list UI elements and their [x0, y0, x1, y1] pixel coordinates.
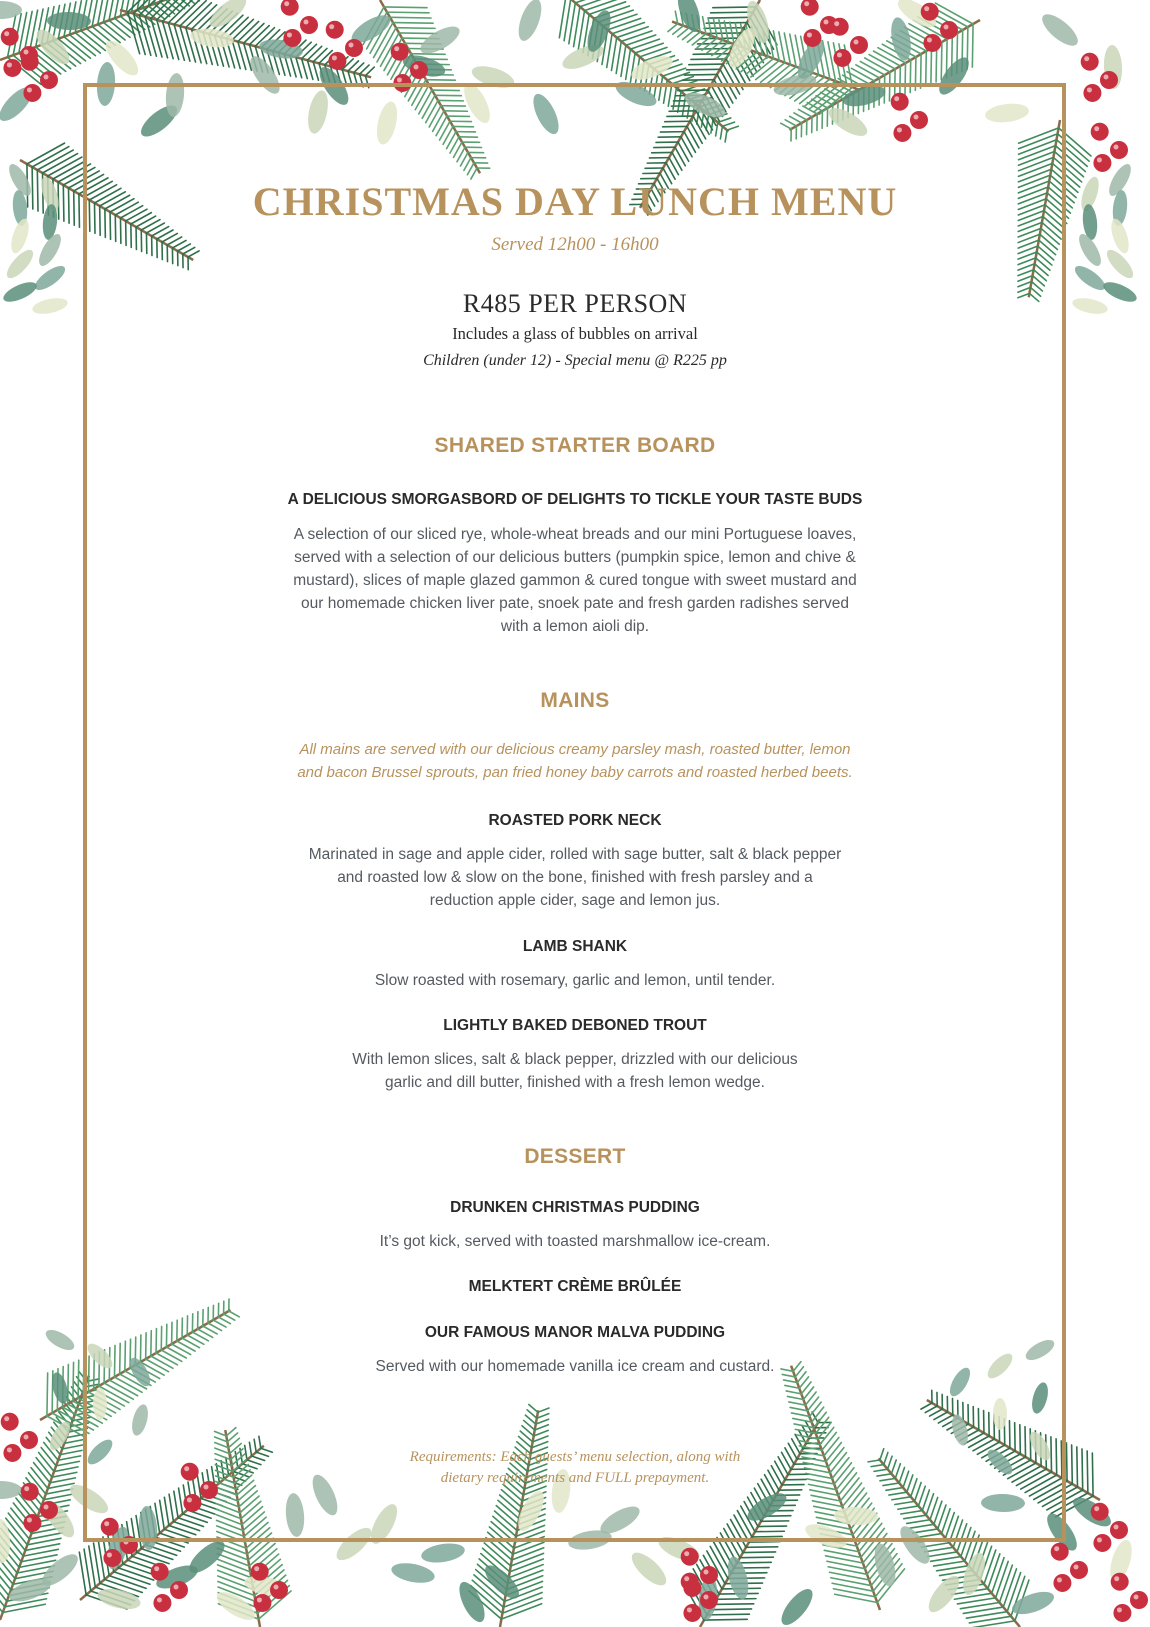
- berry-highlight: [704, 1595, 709, 1600]
- holly-berry-icon: [700, 1591, 718, 1609]
- holly-berry-icon: [940, 21, 958, 39]
- holly-berry-icon: [326, 21, 344, 39]
- berry-highlight: [44, 75, 49, 80]
- berry-highlight: [329, 24, 334, 29]
- berry-highlight: [254, 1566, 259, 1571]
- holly-berry-icon: [21, 1483, 39, 1501]
- berry-highlight: [174, 1585, 179, 1590]
- dish-description-malva-pudding: Served with our homemade vanilla ice cream and custard.: [375, 1358, 775, 1375]
- berry-highlight: [834, 21, 839, 26]
- description-line: Marinated in sage and apple cider, rolled with sage butter, salt & black pepper: [308, 846, 842, 863]
- eucalyptus-leaf-icon: [0, 1519, 11, 1564]
- requirements-line: Requirements: Each guests’ menu selection, along with: [409, 1449, 741, 1465]
- berry-highlight: [4, 31, 9, 36]
- holly-berry-icon: [23, 1514, 41, 1532]
- eucalyptus-leaf-icon: [37, 1549, 82, 1591]
- dish-description-trout: [120, 1048, 1030, 1094]
- berry-highlight: [274, 1585, 279, 1590]
- berry-highlight: [4, 1416, 9, 1421]
- berry-highlight: [1134, 1595, 1139, 1600]
- berry-highlight: [394, 46, 399, 51]
- holly-berry-icon: [833, 49, 851, 67]
- description-line: garlic and dill butter, finished with a fresh lemon wedge.: [385, 1074, 765, 1091]
- price-per-person: R485 PER PERSON: [462, 289, 688, 318]
- dish-description-pork-neck: [120, 843, 1030, 912]
- menu-title: CHRISTMAS DAY LUNCH MENU: [252, 179, 898, 224]
- berry-highlight: [7, 1447, 12, 1452]
- berry-highlight: [944, 25, 949, 30]
- description-line: reduction apple cider, sage and lemon jus.: [429, 892, 721, 909]
- holly-berry-icon: [20, 1431, 38, 1449]
- description-line: Slow roasted with rosemary, garlic and lemon, until tender.: [374, 972, 776, 989]
- eucalyptus-leaf-icon: [0, 1, 22, 19]
- holly-berry-icon: [251, 1563, 269, 1581]
- berry-highlight: [24, 50, 29, 55]
- berry-highlight: [332, 55, 337, 60]
- berry-highlight: [154, 1566, 159, 1571]
- section-heading-mains: MAINS: [540, 689, 610, 712]
- holly-berry-icon: [1, 28, 19, 46]
- berry-highlight: [1114, 145, 1119, 150]
- berry-highlight: [854, 40, 859, 45]
- children-menu-note: Children (under 12) - Special menu @ R225 pp: [423, 352, 727, 369]
- holly-berry-icon: [328, 52, 346, 70]
- eucalyptus-leaf-icon: [627, 1547, 671, 1590]
- includes-note: Includes a glass of bubbles on arrival: [452, 324, 698, 343]
- eucalyptus-leaf-icon: [480, 1560, 524, 1604]
- dish-name-creme-brulee: MELKTERT CRÈME BRÛLÉE: [468, 1278, 682, 1295]
- berry-highlight: [1094, 1506, 1099, 1511]
- berry-highlight: [1074, 1565, 1079, 1570]
- eucalyptus-leaf-icon: [1071, 295, 1109, 316]
- eucalyptus-leaf-icon: [514, 0, 546, 44]
- berry-highlight: [107, 1552, 112, 1557]
- berry-highlight: [824, 20, 829, 25]
- berry-highlight: [1097, 157, 1102, 162]
- berry-highlight: [349, 43, 354, 48]
- holly-berry-icon: [1111, 1573, 1129, 1591]
- berry-highlight: [157, 1597, 162, 1602]
- berry-highlight: [1084, 56, 1089, 61]
- berry-highlight: [924, 6, 929, 11]
- dish-name-christmas-pudding: DRUNKEN CHRISTMAS PUDDING: [450, 1199, 700, 1216]
- berry-highlight: [1114, 1525, 1119, 1530]
- note-line: and bacon Brussel sprouts, pan fried honey baby carrots and roasted herbed beets.: [297, 764, 853, 781]
- holly-berry-icon: [1110, 1521, 1128, 1539]
- berry-highlight: [397, 77, 402, 82]
- berry-highlight: [804, 1, 809, 6]
- holly-berry-icon: [1110, 141, 1128, 159]
- holly-berry-icon: [40, 71, 58, 89]
- holly-berry-icon: [1070, 1561, 1088, 1579]
- berry-highlight: [1097, 1537, 1102, 1542]
- description-line: served with a selection of our delicious butters (pumpkin spice, lemon and chive &: [294, 549, 856, 566]
- berry-highlight: [1057, 1577, 1062, 1582]
- eucalyptus-leaf-icon: [1103, 246, 1137, 282]
- holly-berry-icon: [1053, 1574, 1071, 1592]
- holly-berry-icon: [831, 18, 849, 36]
- holly-berry-icon: [1091, 123, 1109, 141]
- holly-berry-icon: [683, 1604, 701, 1622]
- berry-highlight: [927, 37, 932, 42]
- berry-highlight: [1054, 1546, 1059, 1551]
- holly-berry-icon: [681, 1573, 699, 1591]
- holly-berry-icon: [700, 1566, 718, 1584]
- holly-berry-icon: [23, 84, 41, 102]
- description-line: mustard), slices of maple glazed gammon & cured tongue with sweet mustard and: [293, 572, 857, 589]
- dish-description-lamb-shank: [120, 969, 1030, 992]
- holly-berry-icon: [253, 1594, 271, 1612]
- holly-berry-icon: [850, 36, 868, 54]
- holly-berry-icon: [801, 0, 819, 16]
- eucalyptus-leaf-icon: [1108, 217, 1132, 256]
- eucalyptus-leaf-icon: [1071, 262, 1108, 294]
- dish-name-lamb-shank: LAMB SHANK: [522, 938, 628, 955]
- berry-highlight: [304, 20, 309, 25]
- berry-highlight: [1087, 87, 1092, 92]
- berry-highlight: [807, 32, 812, 37]
- holly-berry-icon: [40, 1501, 58, 1519]
- berry-highlight: [24, 1435, 29, 1440]
- holly-berry-icon: [170, 1581, 188, 1599]
- holly-berry-icon: [281, 0, 299, 16]
- eucalyptus-leaf-icon: [31, 295, 69, 316]
- holly-berry-icon: [1091, 1503, 1109, 1521]
- holly-berry-icon: [391, 43, 409, 61]
- mains-sides-note: [120, 738, 1030, 784]
- berry-highlight: [1117, 1607, 1122, 1612]
- holly-berry-icon: [921, 3, 939, 21]
- eucalyptus-leaf-icon: [31, 262, 68, 294]
- holly-berry-icon: [1093, 1534, 1111, 1552]
- dish-name-trout: LIGHTLY BAKED DEBONED TROUT: [443, 1017, 707, 1034]
- starter-description: [120, 523, 1030, 638]
- eucalyptus-leaf-icon: [3, 246, 37, 282]
- dish-description-christmas-pudding: It’s got kick, served with toasted marshmallow ice-cream.: [379, 1233, 771, 1250]
- holly-berry-icon: [803, 29, 821, 47]
- requirements-note: [120, 1447, 1030, 1489]
- berry-highlight: [414, 65, 419, 70]
- berry-highlight: [27, 1517, 32, 1522]
- holly-berry-icon: [923, 34, 941, 52]
- berry-highlight: [1094, 126, 1099, 131]
- description-line: with a lemon aioli dip.: [500, 618, 650, 635]
- holly-berry-icon: [153, 1594, 171, 1612]
- eucalyptus-leaf-icon: [1009, 1587, 1056, 1618]
- berry-highlight: [837, 52, 842, 57]
- served-times: Served 12h00 - 16h00: [491, 234, 659, 255]
- berry-highlight: [287, 32, 292, 37]
- berry-highlight: [704, 1570, 709, 1575]
- berry-highlight: [684, 1576, 689, 1581]
- holly-berry-icon: [1, 1413, 19, 1431]
- berry-highlight: [1114, 1576, 1119, 1581]
- holly-berry-icon: [1051, 1543, 1069, 1561]
- berry-highlight: [257, 1597, 262, 1602]
- berry-highlight: [27, 87, 32, 92]
- requirements-line: dietary requirements and FULL prepayment.: [440, 1470, 710, 1486]
- berry-highlight: [44, 1505, 49, 1510]
- holly-berry-icon: [103, 1549, 121, 1567]
- holly-berry-icon: [410, 61, 428, 79]
- holly-berry-icon: [681, 1548, 699, 1566]
- holly-berry-icon: [20, 46, 38, 64]
- berry-highlight: [24, 1486, 29, 1491]
- note-line: All mains are served with our delicious creamy parsley mash, roasted butter, lemon: [299, 741, 851, 758]
- holly-berry-icon: [345, 39, 363, 57]
- eucalyptus-leaf-icon: [959, 1550, 990, 1597]
- berry-highlight: [284, 1, 289, 6]
- starter-dish-title: A DELICIOUS SMORGASBORD OF DELIGHTS TO TICKLE YOUR TASTE BUDS: [287, 491, 863, 508]
- holly-berry-icon: [1100, 71, 1118, 89]
- description-line: With lemon slices, salt & black pepper, drizzled with our delicious: [352, 1051, 798, 1068]
- eucalyptus-leaf-icon: [8, 217, 32, 256]
- section-heading-dessert: DESSERT: [524, 1145, 626, 1168]
- dish-name-malva-pudding: OUR FAMOUS MANOR MALVA PUDDING: [424, 1324, 726, 1341]
- holly-berry-icon: [270, 1581, 288, 1599]
- eucalyptus-leaf-icon: [1101, 278, 1140, 305]
- berry-highlight: [687, 1607, 692, 1612]
- holly-berry-icon: [1083, 84, 1101, 102]
- eucalyptus-leaf-icon: [0, 1481, 22, 1499]
- eucalyptus-leaf-icon: [776, 1584, 818, 1627]
- berry-highlight: [1104, 75, 1109, 80]
- eucalyptus-leaf-icon: [1037, 9, 1082, 51]
- holly-berry-icon: [3, 1444, 21, 1462]
- holly-berry-icon: [300, 16, 318, 34]
- description-line: and roasted low & slow on the bone, finished with fresh parsley and a: [337, 869, 813, 886]
- berry-highlight: [684, 1551, 689, 1556]
- description-line: our homemade chicken liver pate, snoek pate and fresh garden radishes served: [301, 595, 849, 612]
- holly-berry-icon: [151, 1563, 169, 1581]
- holly-berry-icon: [1093, 154, 1111, 172]
- holly-berry-icon: [3, 59, 21, 77]
- eucalyptus-leaf-icon: [454, 1578, 489, 1625]
- holly-berry-icon: [1113, 1604, 1131, 1622]
- eucalyptus-leaf-icon: [420, 1541, 466, 1566]
- eucalyptus-leaf-icon: [43, 1326, 78, 1354]
- section-heading-starter: SHARED STARTER BOARD: [434, 434, 716, 457]
- holly-berry-icon: [1130, 1591, 1148, 1609]
- dish-name-pork-neck: ROASTED PORK NECK: [488, 812, 662, 829]
- holly-berry-icon: [1081, 53, 1099, 71]
- holly-berry-icon: [283, 29, 301, 47]
- berry-highlight: [7, 62, 12, 67]
- eucalyptus-leaf-icon: [390, 1560, 437, 1586]
- description-line: A selection of our sliced rye, whole-wheat breads and our mini Portuguese loaves,: [293, 526, 857, 543]
- eucalyptus-leaf-icon: [1, 278, 40, 305]
